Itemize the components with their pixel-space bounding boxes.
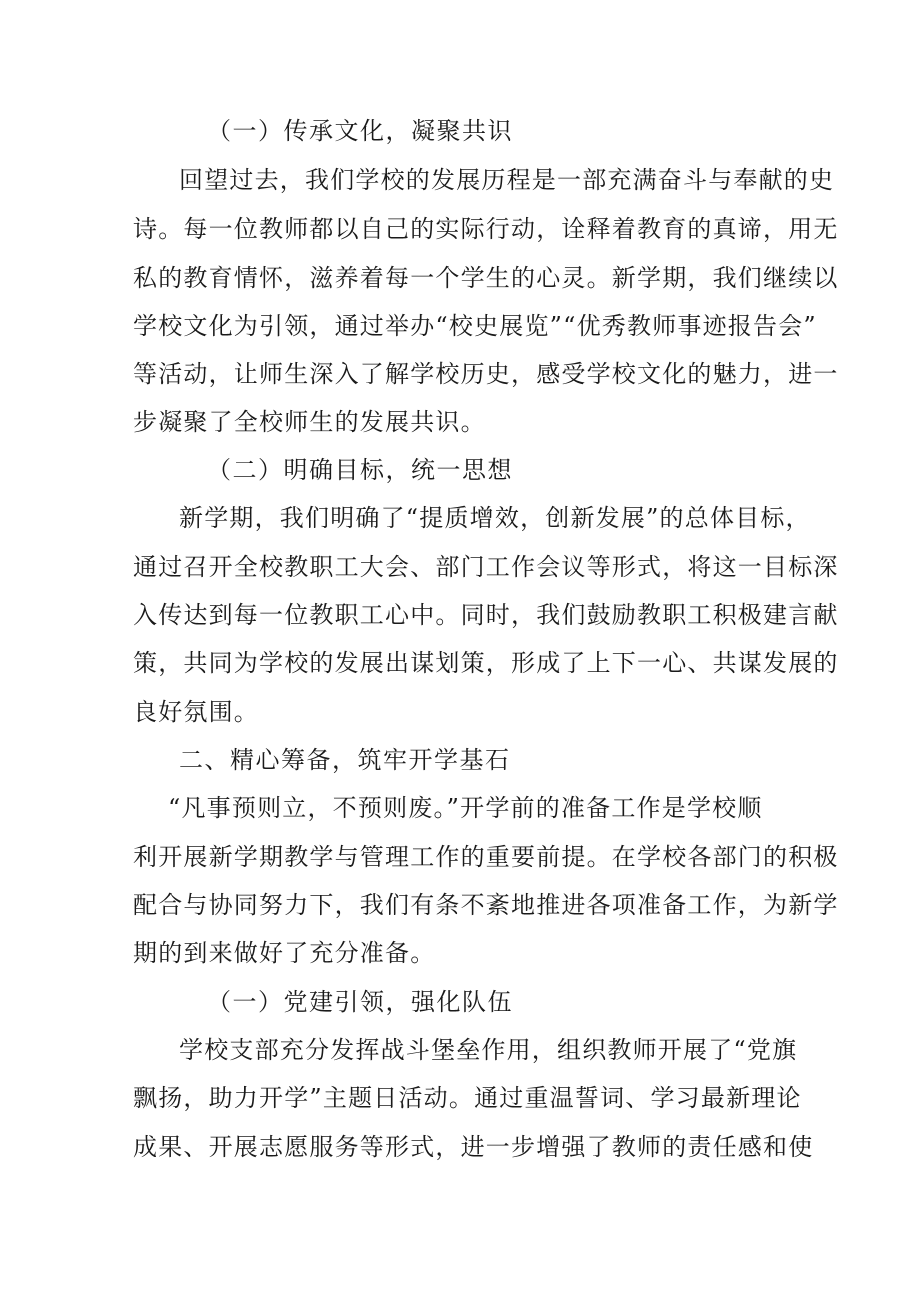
section-heading: 二、精心筹备，筑牢开学基石 [179,746,511,774]
paragraph-line: 等活动，让师生深入了解学校历史，感受学校文化的魅力，进一 [133,360,839,388]
paragraph-line: 配合与协同努力下，我们有条不紊地推进各项准备工作，为新学 [133,891,839,919]
paragraph-line: 私的教育情怀，滋养着每一个学生的心灵。新学期，我们继续以 [133,264,839,292]
paragraph-line: 诗。每一位教师都以自己的实际行动，诠释着教育的真谛，用无 [133,215,839,243]
paragraph-line: “凡事预则立，不预则废。”开学前的准备工作是学校顺 [168,794,763,822]
paragraph-line: 入传达到每一位教职工心中。同时，我们鼓励教职工积极建言献 [133,601,839,629]
section-heading: （二）明确目标，统一思想 [207,456,513,484]
section-heading: （一）党建引领，强化队伍 [207,988,513,1016]
paragraph-line: 利开展新学期教学与管理工作的重要前提。在学校各部门的积极 [133,843,839,871]
paragraph-line: 新学期，我们明确了“提质增效，创新发展”的总体目标， [179,504,811,532]
paragraph-line: 学校文化为引领，通过举办“校史展览”“优秀教师事迹报告会” [133,312,817,340]
section-heading: （一）传承文化，凝聚共识 [207,117,513,145]
paragraph-line: 策，共同为学校的发展出谋划策，形成了上下一心、共谋发展的 [133,649,839,677]
paragraph-line: 步凝聚了全校师生的发展共识。 [133,408,486,436]
paragraph-line: 期的到来做好了充分准备。 [133,939,436,967]
paragraph-line: 成果、开展志愿服务等形式，进一步增强了教师的责任感和使 [133,1133,814,1161]
paragraph-line: 飘扬，助力开学”主题日活动。通过重温誓词、学习最新理论 [133,1084,802,1112]
paragraph-line: 回望过去，我们学校的发展历程是一部充满奋斗与奉献的史 [179,166,835,194]
paragraph-line: 学校支部充分发挥战斗堡垒作用，组织教师开展了“党旗 [179,1036,798,1064]
paragraph-line: 良好氛围。 [133,698,259,726]
paragraph-line: 通过召开全校教职工大会、部门工作会议等形式，将这一目标深 [133,553,839,581]
